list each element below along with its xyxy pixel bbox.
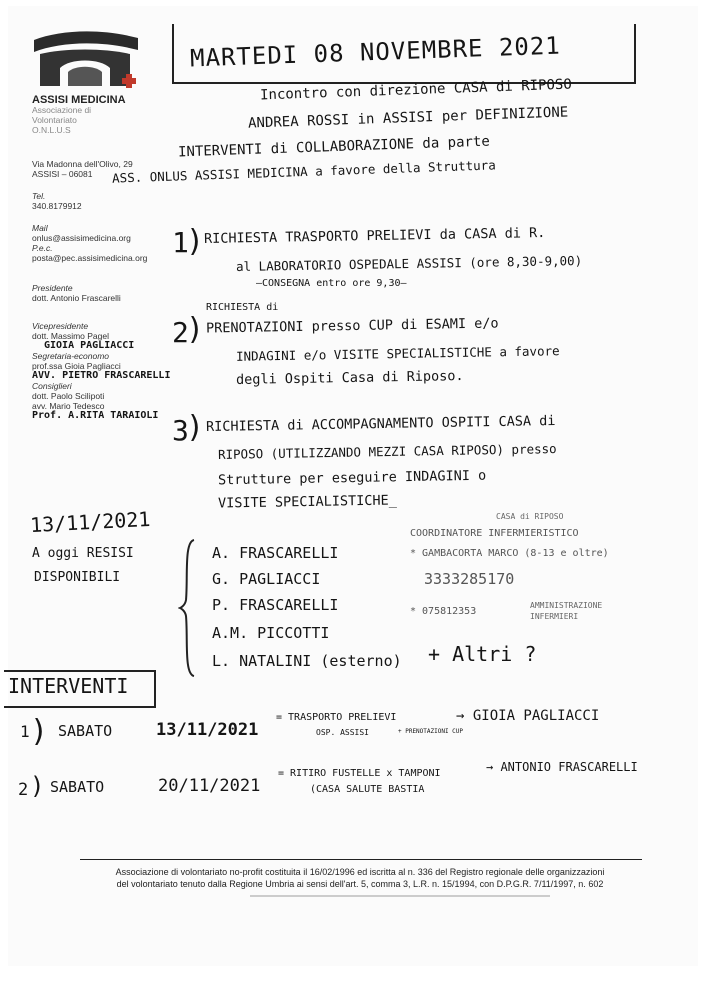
coordinator-label: COORDINATORE INFERMIERISTICO bbox=[410, 528, 579, 539]
intervento-2-sub: (CASA SALUTE BASTIA bbox=[310, 784, 425, 795]
footer bbox=[80, 866, 640, 890]
request-1-line-2: al LABORATORIO OSPEDALE ASSISI (ore 8,30-9,00) bbox=[235, 252, 583, 275]
request-3-line-4: VISITE SPECIALISTICHE_ bbox=[217, 492, 397, 512]
request-2-line-1: PRENOTAZIONI presso CUP di ESAMI e/o bbox=[205, 315, 499, 337]
request-1-line-3: –CONSEGNA entro ore 9,30– bbox=[256, 278, 407, 289]
intervento-2-date: 20/11/2021 bbox=[158, 776, 261, 796]
intervento-1-date: 13/11/2021 bbox=[156, 720, 259, 740]
request-2-line-2: INDAGINI e/o VISITE SPECIALISTICHE a favore bbox=[235, 343, 560, 364]
coordinator-name: * GAMBACORTA MARCO (8-13 e oltre) bbox=[410, 548, 609, 559]
paren-3: ) bbox=[186, 410, 205, 445]
request-3-line-2: RIPOSO (UTILIZZANDO MEZZI CASA RIPOSO) presso bbox=[217, 441, 557, 462]
letterhead-sidebar bbox=[32, 95, 172, 421]
intervento-1-sub2: + PRENOTAZIONI CUP bbox=[398, 728, 464, 735]
pec-label: P.e.c. bbox=[32, 243, 53, 253]
paren-1: ) bbox=[186, 224, 205, 259]
request-2-number: 2 bbox=[172, 316, 189, 349]
intervento-1-paren: ) bbox=[30, 714, 49, 749]
coordinator-phone: 3333285170 bbox=[424, 570, 515, 588]
admin-phone: * 075812353 bbox=[410, 606, 477, 617]
footer-faded-line bbox=[250, 895, 550, 897]
consigliere-2: avv. Mario Tedesco bbox=[32, 401, 105, 411]
intervento-2-desc: = RITIRO FUSTELLE x TAMPONI bbox=[278, 768, 441, 779]
paren-2: ) bbox=[186, 312, 205, 347]
page-bottom-margin bbox=[0, 966, 707, 1000]
admin-note-1: AMMINISTRAZIONE bbox=[530, 601, 603, 610]
segretaria-handwritten: AVV. PIETRO FRASCARELLI bbox=[32, 370, 171, 381]
vice-value: dott. Massimo Pagel bbox=[32, 331, 110, 341]
casa-riposo-label: CASA di RIPOSO bbox=[496, 512, 564, 521]
availability-date: 13/11/2021 bbox=[29, 506, 151, 538]
org-sub-3: O.N.L.U.S bbox=[32, 125, 71, 135]
vice-label: Vicepresidente bbox=[32, 321, 89, 331]
segretaria-label: Segretaria-economo bbox=[32, 351, 110, 361]
intro-line-1: Incontro con direzione CASA di RIPOSO bbox=[259, 76, 573, 104]
available-name-5: L. NATALINI (esterno) bbox=[212, 652, 402, 670]
request-3-number: 3 bbox=[172, 414, 189, 447]
available-name-3: P. FRASCARELLI bbox=[212, 596, 339, 614]
availability-label-1: A oggi RESISI bbox=[32, 546, 134, 561]
footer-line-1: Associazione di volontariato no-profit costituita il 16/02/1996 ed iscritta al n. 336 del Registro regionale delle organizzazioni bbox=[115, 867, 605, 877]
request-1-line-1: RICHIESTA TRASPORTO PRELIEVI da CASA di R. bbox=[203, 225, 546, 247]
others-note: + Altri ? bbox=[428, 642, 537, 666]
intervento-2-number: 2 bbox=[18, 780, 29, 800]
mail-value: onlus@assisimedicina.org bbox=[32, 233, 131, 243]
intervento-1-number: 1 bbox=[20, 722, 30, 741]
address-line-1: Via Madonna dell'Olivo, 29 bbox=[32, 159, 133, 169]
request-2-line-3: degli Ospiti Casa di Riposo. bbox=[235, 368, 464, 388]
interventi-title: INTERVENTI bbox=[8, 674, 129, 698]
intro-line-2: ANDREA ROSSI in ASSISI per DEFINIZIONE bbox=[247, 104, 569, 132]
intervento-1-assignee: → GIOIA PAGLIACCI bbox=[456, 708, 600, 724]
request-3-line-3: Strutture per eseguire INDAGINI o bbox=[217, 467, 487, 489]
footer-divider bbox=[80, 859, 642, 860]
assisi-medicina-logo bbox=[30, 28, 142, 90]
footer-line-2: del volontariato tenuto dalla Regione Umbria ai sensi dell'art. 5, comma 3, L.R. n. 15/1994, con D.P.G.R. 7/11/1997, n. 602 bbox=[116, 879, 604, 889]
availability-label-2: DISPONIBILI bbox=[34, 570, 121, 585]
org-name: ASSISI MEDICINA bbox=[32, 94, 126, 106]
admin-note-2: INFERMIERI bbox=[530, 612, 579, 621]
intervento-2-day: SABATO bbox=[50, 778, 105, 796]
intervento-1-desc: = TRASPORTO PRELIEVI bbox=[276, 712, 397, 723]
presidente-label: Presidente bbox=[32, 283, 73, 293]
consigliere-1: dott. Paolo Scilipoti bbox=[32, 391, 105, 401]
available-name-1: A. FRASCARELLI bbox=[212, 544, 339, 562]
intervento-1-sub: OSP. ASSISI bbox=[316, 728, 369, 737]
intervento-2-paren: ) bbox=[30, 772, 45, 800]
intervento-2-assignee: → ANTONIO FRASCARELLI bbox=[486, 760, 638, 774]
brace-icon bbox=[178, 538, 196, 678]
org-sub-2: Volontariato bbox=[32, 115, 77, 125]
tel-label: Tel. bbox=[32, 191, 46, 201]
request-2-line-0: RICHIESTA di bbox=[206, 302, 279, 313]
intro-line-3: INTERVENTI di COLLABORAZIONE da parte bbox=[177, 133, 491, 161]
address-line-2: ASSISI – 06081 bbox=[32, 169, 93, 179]
request-3-line-1: RICHIESTA di ACCOMPAGNAMENTO OSPITI CASA di bbox=[205, 412, 556, 436]
meeting-title: MARTEDI 08 NOVEMBRE 2021 bbox=[189, 31, 562, 73]
org-sub-1: Associazione di bbox=[32, 105, 92, 115]
mail-label: Mail bbox=[32, 223, 48, 233]
consigliere-handwritten: Prof. A.RITA TARAIOLI bbox=[32, 410, 159, 421]
available-name-2: G. PAGLIACCI bbox=[212, 570, 321, 588]
presidente-value: dott. Antonio Frascarelli bbox=[32, 293, 121, 303]
intervento-1-day: SABATO bbox=[58, 722, 113, 740]
available-name-4: A.M. PICCOTTI bbox=[212, 624, 330, 642]
request-1-number: 1 bbox=[172, 226, 189, 259]
tel-value: 340.8179912 bbox=[32, 201, 82, 211]
segretaria-value: prof.ssa Gioia Pagliacci bbox=[32, 361, 121, 371]
vice-handwritten: GIOIA PAGLIACCI bbox=[44, 340, 135, 351]
consiglieri-label: Consiglieri bbox=[32, 381, 72, 391]
pec-value: posta@pec.assisimedicina.org bbox=[32, 253, 148, 263]
intro-line-4: ASS. ONLUS ASSISI MEDICINA a favore della Struttura bbox=[111, 157, 496, 186]
